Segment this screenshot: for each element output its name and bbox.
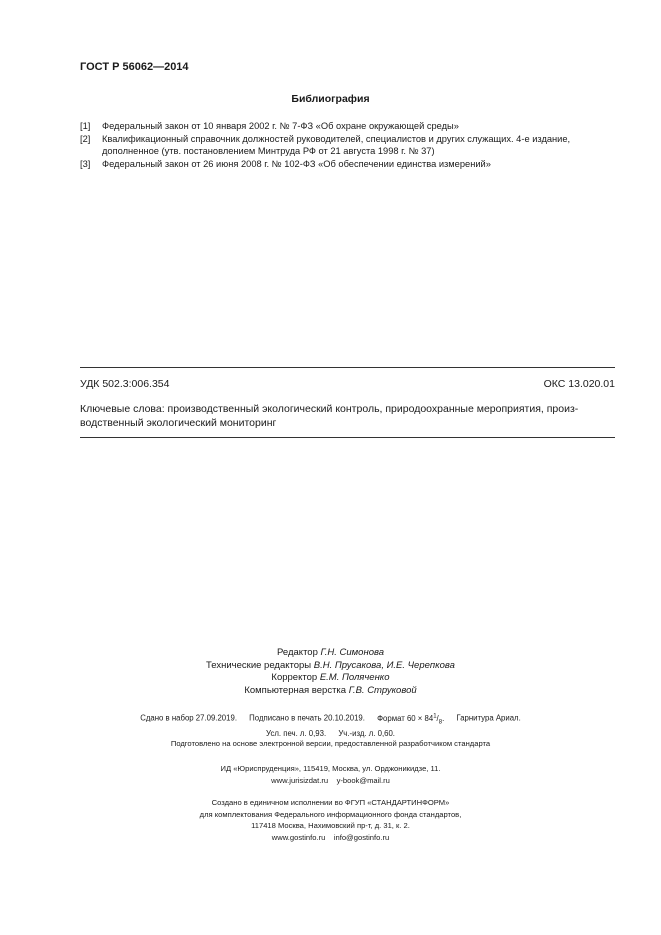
bibliography-title: Библиография (291, 93, 370, 105)
list-item (80, 133, 620, 158)
ref-line: Квалификационный справочник должностей руководителей, специалистов и других служащих. 4-е издание, (102, 133, 571, 144)
ref-line: Федеральный закон от 10 января 2002 г. № 7-ФЗ «Об охране окружающей среды» (102, 121, 459, 131)
corrector-label: Корректор (271, 672, 318, 683)
publishing-sheets: Уч.-изд. л. 0,60. (338, 729, 395, 739)
publisher-email-link[interactable]: y-book@mail.ru (336, 775, 390, 785)
ref-text (102, 120, 620, 133)
prepared-note: Подготовлено на основе электронной версии, предоставленной разработчиком стандарта (170, 739, 491, 748)
editor-label: Редактор (276, 647, 318, 658)
keywords (80, 402, 615, 430)
bottom-divider (80, 437, 615, 438)
producer-block (0, 797, 661, 843)
credits-block (0, 647, 661, 697)
ref-number: [1] (80, 121, 91, 131)
oks-code: ОКС 13.020.01 (543, 378, 615, 390)
print-info (0, 710, 661, 740)
editor-name: Г.Н. Симонова (320, 647, 385, 658)
top-divider (80, 367, 615, 368)
standard-code: ГОСТ Р 56062—2014 (80, 61, 189, 73)
ref-number: [2] (80, 133, 91, 144)
layout-label: Компьютерная верстка (244, 684, 347, 696)
print-sheets: Усл. печ. л. 0,93. (266, 729, 327, 739)
ref-number: [3] (80, 158, 91, 169)
tech-editors-line (0, 660, 661, 673)
keywords-line: Ключевые слова: производственный экологический контроль, природоохранные мероприятия, произ- (80, 403, 579, 415)
submitted-date: Сдано в набор 27.09.2019. (140, 713, 237, 723)
publisher-website-link[interactable]: www.jurisizdat.ru (271, 775, 329, 785)
producer-line: Создано в единичном исполнении во ФГУП «СТАНДАРТИНФОРМ» (211, 798, 450, 807)
list-item (80, 120, 620, 133)
tech-editors-label: Технические редакторы (206, 659, 312, 671)
corrector-name: Е.М. Поляченко (319, 672, 390, 683)
format: Формат $60 \times 84^1/_8$. (377, 713, 445, 726)
editor-line (0, 647, 661, 660)
signed-date: Подписано в печать 20.10.2019. (249, 713, 365, 723)
producer-line: для комплектования Федерального информационного фонда стандартов, (199, 809, 462, 819)
ref-line: Федеральный закон от 26 июня 2008 г. № 102-ФЗ «Об обеспечении единства измерений» (102, 158, 491, 169)
publisher-block (0, 763, 661, 786)
producer-email-link[interactable]: info@gostinfo.ru (333, 832, 390, 842)
layout-line (0, 685, 661, 698)
keywords-line: водственный экологический мониторинг (80, 417, 277, 429)
corrector-line (0, 672, 661, 685)
classification-row (80, 378, 615, 390)
producer-website-link[interactable]: www.gostinfo.ru (271, 832, 326, 842)
ref-line: дополненное (утв. постановлением Минтруда РФ от 21 августа 1998 г. № 37) (102, 146, 435, 156)
ref-text (102, 133, 620, 158)
udc-code: УДК 502.3:006.354 (80, 378, 170, 390)
tech-editors-names: В.Н. Прусакова, И.Е. Черепкова (313, 659, 455, 671)
producer-address: 117418 Москва, Нахимовский пр-т, д. 31, к. 2. (251, 821, 410, 830)
ref-text (102, 158, 620, 171)
layout-name: Г.В. Струковой (348, 684, 417, 696)
publisher-address: ИД «Юриспруденция», 115419, Москва, ул. Орджоникидзе, 11. (220, 764, 441, 773)
bibliography-list (80, 120, 620, 170)
typeface: Гарнитура Ариал. (456, 713, 521, 723)
list-item (80, 158, 620, 171)
print-info-line (0, 710, 661, 728)
